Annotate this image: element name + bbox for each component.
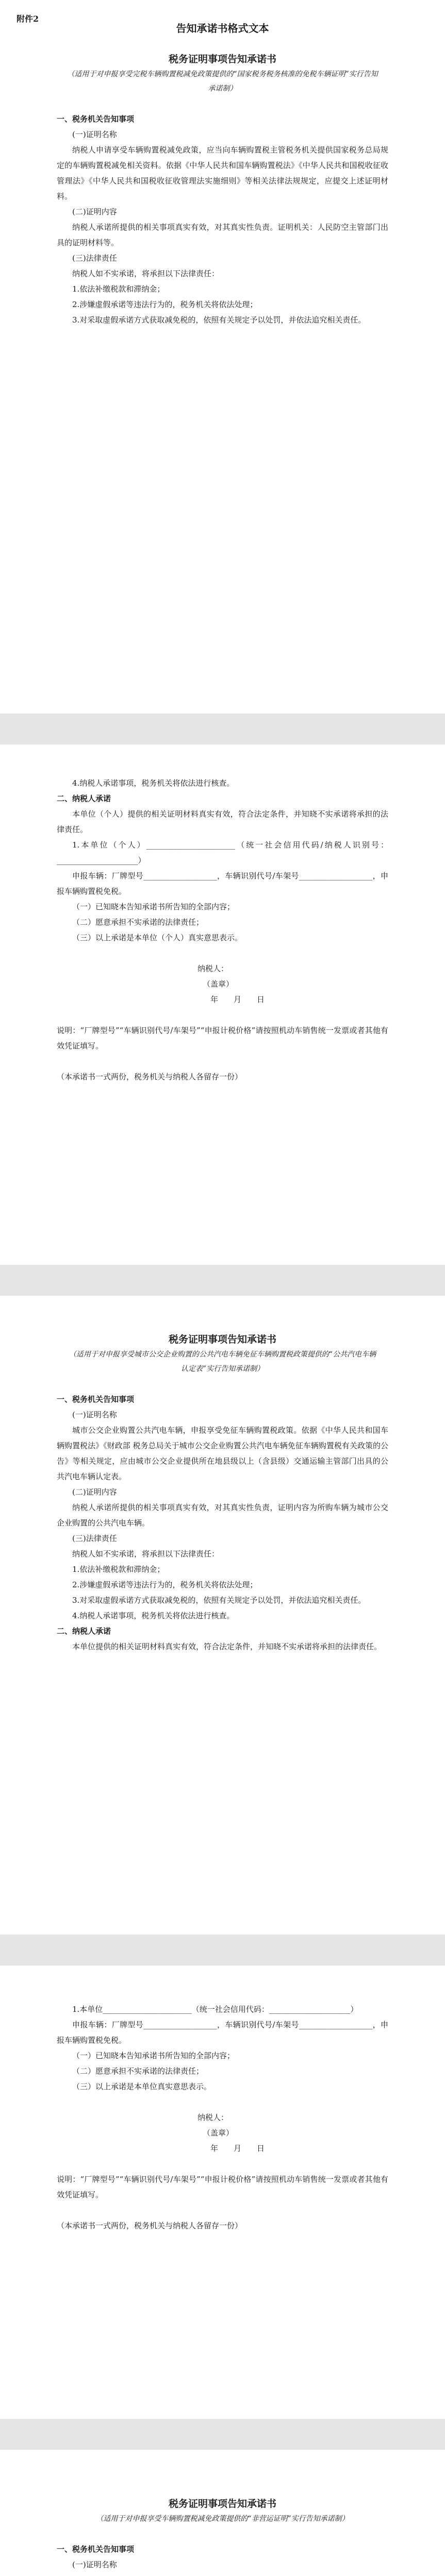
list-item: 1.依法补缴税款和滞纳金；: [72, 1565, 165, 1574]
subsection-heading: (一)证明名称: [72, 130, 117, 139]
document-page-5: [0, 2450, 445, 2576]
section-heading: 二、纳税人承诺: [57, 1626, 111, 1636]
subsection-heading: (一)证明名称: [72, 2560, 117, 2569]
form-field: 申报车辆：厂牌型号___________________，车辆识别代号/车架号___________________，申报车辆购置税免税。: [57, 2020, 388, 2045]
form-scope: （适用于对申报享受车辆购置税减免政策提供的“非营运证明”实行告知承诺制）: [96, 2515, 349, 2523]
paragraph: 纳税人如不实承诺，将承担以下法律责任：: [72, 1549, 220, 1558]
list-item: 4.纳税人承诺事项，税务机关将依法进行核查。: [72, 1611, 235, 1620]
document-page-3: [0, 1296, 445, 1935]
signature-person: 纳税人：: [197, 964, 228, 973]
form-title: 税务证明事项告知承诺书: [168, 54, 276, 65]
doc-title: 告知承诺书格式文本: [176, 22, 269, 35]
footer-text: （本承诺书一式两份，税务机关与纳税人各留存一份）: [57, 1072, 243, 1081]
paragraph: 本单位提供的相关证明材料真实有效，符合法定条件，并知晓不实承诺将承担的法律责任。: [72, 1642, 382, 1651]
paragraph: [57, 2572, 388, 2576]
form-scope: （适用于对申报享受完税车辆购置税减免政策提供的“国家税务税务核准的免税车辆证明”实行告知承诺制）: [67, 70, 378, 93]
subsection-heading: (一)证明名称: [72, 1410, 117, 1419]
list-item: 4.纳税人承诺事项，税务机关将依法进行核查。: [72, 778, 235, 788]
signature-seal: （盖章）: [202, 979, 234, 989]
subsection-heading: (三)法律责任: [72, 1534, 117, 1543]
signature-date: 年 月 日: [210, 2144, 265, 2153]
paragraph: 纳税人承诺所提供的相关事项真实有效，对其真实性负责，证明内容为所购车辆为城市公交企业购置的公共汽电车辆。: [57, 1503, 388, 1528]
form-scope: （适用于对申报享受城市公交企业购置的公共汽电车辆免征车辆购置税政策提供的“公共汽电车辆认定表”实行告知承诺制）: [69, 1350, 376, 1373]
list-item: 3.对采取虚假承诺方式获取减免税的，依照有关规定予以处罚，并依法追究相关责任。: [72, 315, 366, 325]
form-field: （一）已知晓本告知承诺书所告知的全部内容；: [72, 2051, 235, 2060]
form-field: 1.本单位_______________________（统一社会信用代码：_____________________）: [72, 2005, 358, 2014]
form-title: 税务证明事项告知承诺书: [168, 2498, 276, 2510]
paragraph: 本单位（个人）提供的相关证明材料真实有效，符合法定条件，并知晓不实承诺将承担的法律责任。: [57, 809, 388, 834]
list-item: 2.涉嫌虚假承诺等违法行为的，税务机关将依法处理；: [72, 1580, 258, 1589]
form-title: 税务证明事项告知承诺书: [168, 1334, 276, 1345]
list-item: 2.涉嫌虚假承诺等违法行为的，税务机关将依法处理；: [72, 300, 258, 309]
subsection-heading: (二)证明内容: [72, 1487, 117, 1497]
subsection-heading: (二)证明内容: [72, 207, 117, 216]
paragraph: 纳税人如不实承诺，将承担以下法律责任：: [72, 269, 220, 278]
list-item: 1.依法补缴税款和滞纳金；: [72, 284, 165, 294]
annex-label: 附件2: [17, 14, 39, 24]
section-heading: 一、税务机关告知事项: [57, 1395, 135, 1404]
note-text: 说明：“厂牌型号”“车辆识别代号/车架号”“申报计税价格”请按照机动车销售统一发票或者其他有效凭证填写。: [57, 2175, 388, 2199]
form-field: （三）以上承诺是本单位（个人）真实意思表示。: [72, 933, 243, 942]
document-page-1: [0, 0, 445, 714]
form-field: （二）愿意承担不实承诺的法律责任；: [72, 2066, 204, 2076]
form-field: （二）愿意承担不实承诺的法律责任；: [72, 918, 204, 927]
signature-person: 纳税人：: [197, 2113, 228, 2122]
list-item: 3.对采取虚假承诺方式获取减免税的，依照有关规定予以处罚，并依法追究相关责任。: [72, 1596, 366, 1605]
paragraph: 纳税人申请享受车辆购置税减免政策，应当向车辆购置税主管税务机关提供国家税务总局规定的车辆购置税减免相关资料。依据《中华人民共和国车辆购置税法》《中华人民共和国税收征收管理法》《中华人民共和国税收征收管理法实施细则》等相关法律法规规定，应提交上述证明材料。: [57, 145, 388, 201]
section-heading: 一、税务机关告知事项: [57, 114, 135, 124]
form-field: 申报车辆：厂牌型号___________________，车辆识别代号/车架号___________________，申报车辆购置税免税。: [57, 871, 388, 896]
note-text: 说明：“厂牌型号”“车辆识别代号/车架号”“申报计税价格”请按照机动车销售统一发票或者其他有效凭证填写。: [57, 1026, 388, 1050]
signature-date: 年 月 日: [210, 995, 265, 1004]
paragraph: 纳税人承诺所提供的相关事项真实有效，对其真实性负责。证明机关：人民防空主管部门出具的证明材料等。: [57, 223, 388, 247]
signature-seal: （盖章）: [202, 2128, 234, 2138]
form-field: （三）以上承诺是本单位真实意思表示。: [72, 2082, 212, 2091]
paragraph: 城市公交企业购置公共汽电车辆，申报享受免征车辆购置税政策。依据《中华人民共和国车辆购置税法》《财政部 税务总局关于城市公交企业购置公共汽电车辆免征车辆购置税有关政策的公告》等相关规定，应由城市公交企业提供所在地县级以上（含县级）交通运输主管部门出具的公共汽电车辆认定表。: [57, 1426, 388, 1481]
section-heading: 二、纳税人承诺: [57, 794, 111, 803]
form-field: 1.本单位（个人）_______________________（统一社会信用代码/纳税人识别号：_____________________）: [57, 840, 388, 865]
subsection-heading: (三)法律责任: [72, 253, 117, 263]
section-heading: 一、税务机关告知事项: [57, 2545, 135, 2554]
form-field: （一）已知晓本告知承诺书所告知的全部内容；: [72, 902, 235, 911]
footer-text: （本承诺书一式两份，税务机关与纳税人各留存一份）: [57, 2221, 243, 2230]
document-page-2: [0, 744, 445, 1265]
document-page-4: [0, 1965, 445, 2419]
